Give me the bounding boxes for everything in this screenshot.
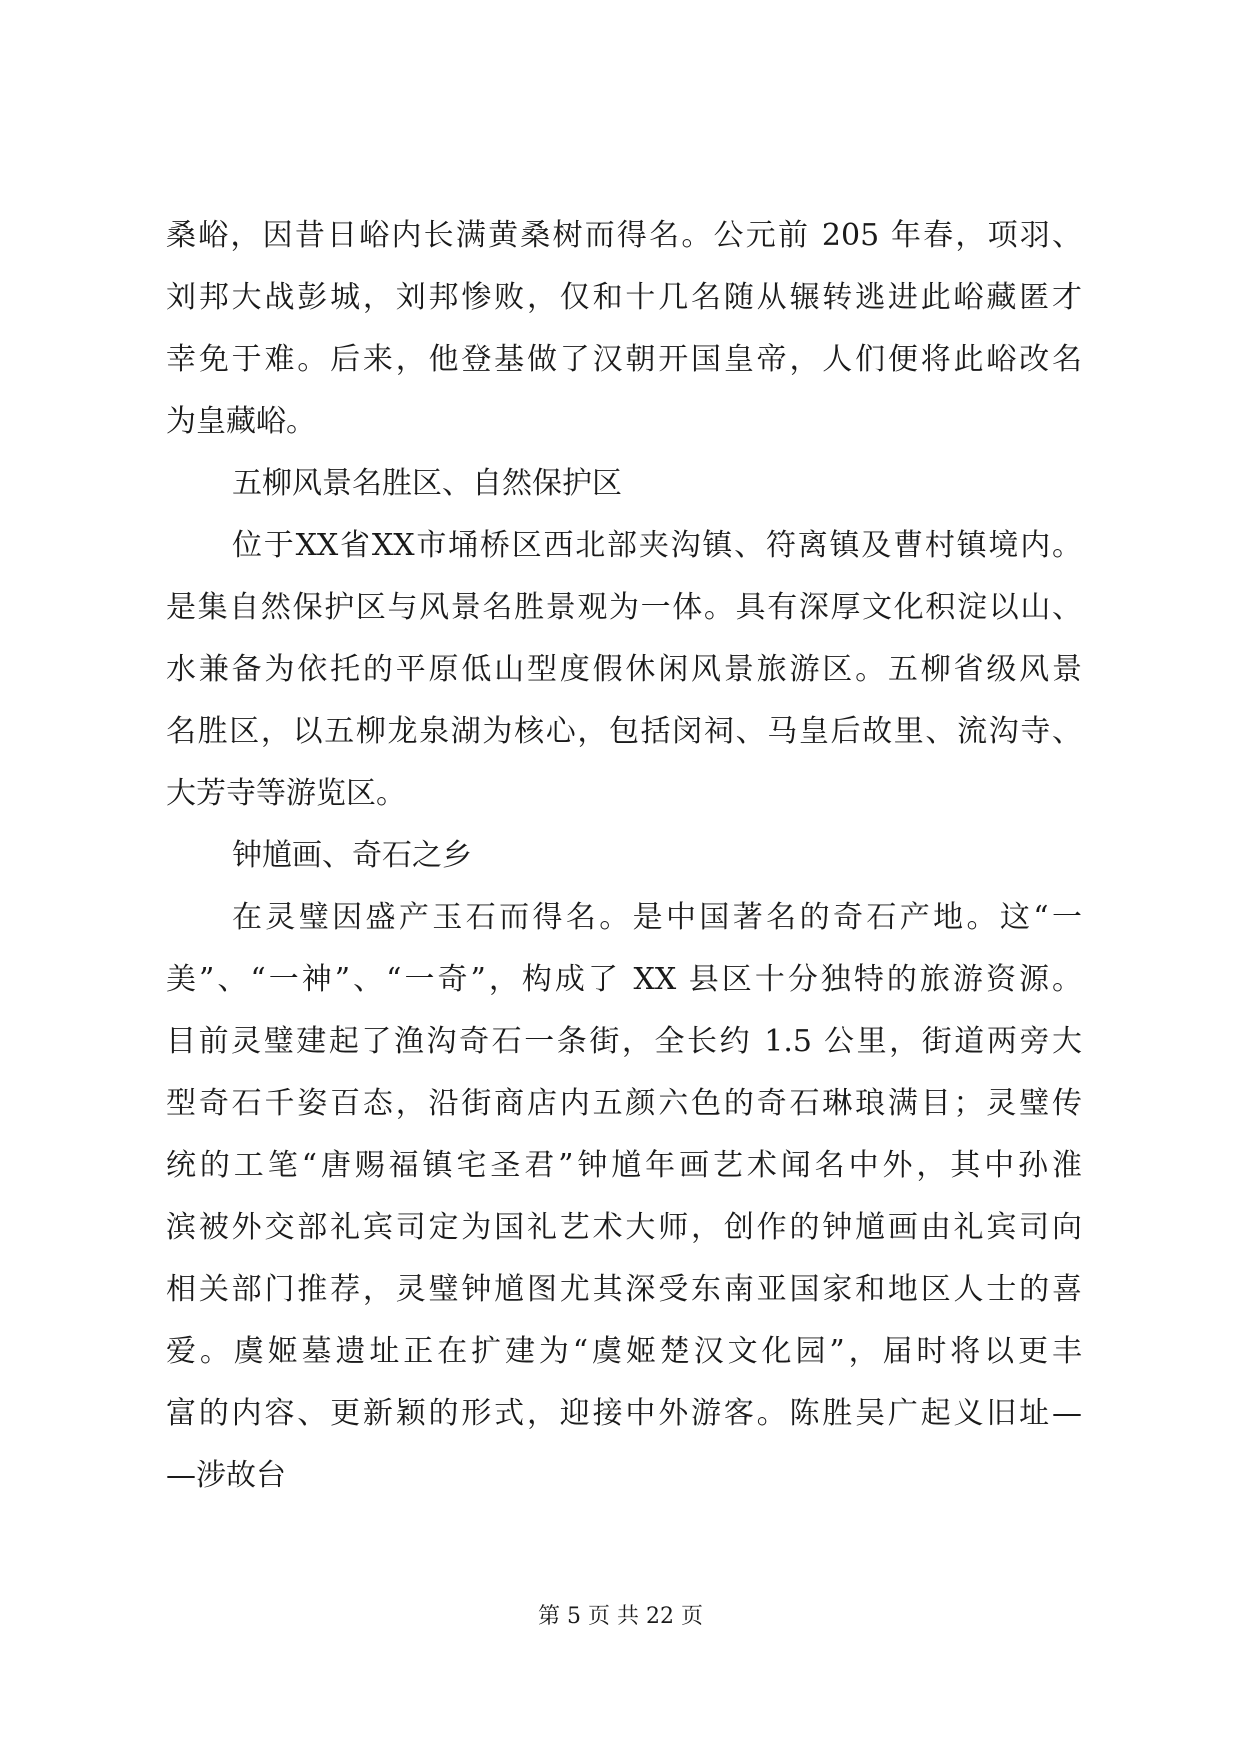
section-heading: 五柳风景名胜区、自然保护区 [232, 466, 622, 501]
text-line: 滨被外交部礼宾司定为国礼艺术大师，创作的钟馗画由礼宾司向 [166, 1210, 1082, 1245]
text-line: 为皇藏峪。 [166, 404, 316, 439]
body-text [166, 205, 1082, 1507]
text-line: 爱。虞姬墓遗址正在扩建为“虞姬楚汉文化园”，届时将以更丰 [166, 1334, 1082, 1369]
text-line: 在灵璧因盛产玉石而得名。是中国著名的奇石产地。这“一 [232, 900, 1082, 935]
section-heading: 钟馗画、奇石之乡 [232, 838, 472, 873]
text-line: 型奇石千姿百态，沿街商店内五颜六色的奇石琳琅满目；灵璧传 [166, 1086, 1082, 1121]
page-number-footer: 第 5 页 共 22 页 [538, 1604, 703, 1629]
text-line: 是集自然保护区与风景名胜景观为一体。具有深厚文化积淀以山、 [166, 590, 1082, 625]
text-line: 富的内容、更新颖的形式，迎接中外游客。陈胜吴广起义旧址— [166, 1396, 1082, 1431]
text-line: 名胜区，以五柳龙泉湖为核心，包括闵祠、马皇后故里、流沟寺、 [166, 714, 1082, 749]
text-line: 水兼备为依托的平原低山型度假休闲风景旅游区。五柳省级风景 [166, 652, 1082, 687]
text-line: —涉故台 [166, 1458, 286, 1493]
text-line: 美”、“一神”、“一奇”，构成了 XX 县区十分独特的旅游资源。 [166, 962, 1082, 997]
text-line: 统的工笔“唐赐福镇宅圣君”钟馗年画艺术闻名中外，其中孙淮 [166, 1148, 1082, 1183]
text-line: 大芳寺等游览区。 [166, 776, 406, 811]
text-line: 桑峪，因昔日峪内长满黄桑树而得名。公元前 205 年春，项羽、 [166, 218, 1082, 253]
text-line: 目前灵璧建起了渔沟奇石一条街，全长约 1.5 公里，街道两旁大 [166, 1024, 1082, 1059]
text-line: 幸免于难。后来，他登基做了汉朝开国皇帝，人们便将此峪改名 [166, 342, 1082, 377]
text-line: 相关部门推荐，灵璧钟馗图尤其深受东南亚国家和地区人士的喜 [166, 1272, 1082, 1307]
text-line: 刘邦大战彭城，刘邦惨败，仅和十几名随从辗转逃进此峪藏匿才 [166, 280, 1082, 315]
text-line: 位于XX省XX市埇桥区西北部夹沟镇、符离镇及曹村镇境内。 [232, 528, 1082, 563]
